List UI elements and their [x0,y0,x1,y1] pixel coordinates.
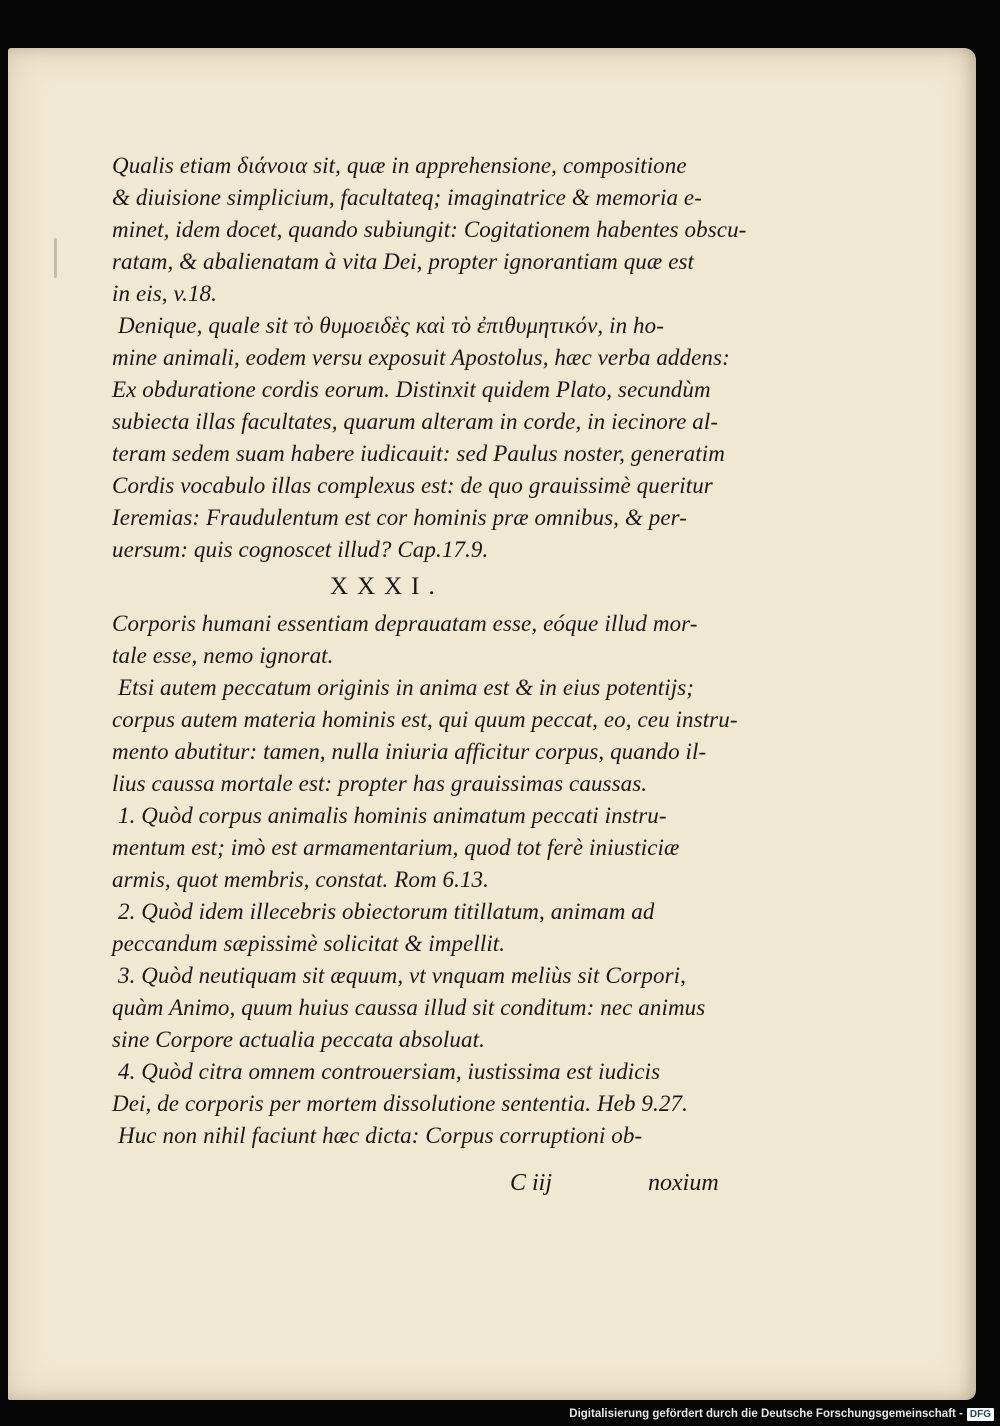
text-line: sine Corpore actualia peccata absoluat. [112,1027,485,1052]
text-line: ratam, & abalienatam à vita Dei, propter ignorantiam quæ est [112,249,695,274]
text-line: corpus autem materia hominis est, qui quum peccat, eo, ceu instru- [112,707,738,732]
text-line: in eis, v.18. [112,281,217,306]
text-line: 1. Quòd corpus animalis hominis animatum peccati instru- [118,803,667,828]
footer-text: Digitalisierung gefördert durch die Deutsche Forschungsgemeinschaft - [569,1408,963,1420]
text-line: minet, idem docet, quando subiungit: Cogitationem habentes obscu- [112,217,747,242]
text-line: Corporis humani essentiam deprauatam esse, eóque illud mor- [112,611,698,636]
text-line: 3. Quòd neutiquam sit æquum, vt vnquam meliùs sit Corpori, [118,963,687,988]
text-line: quàm Animo, quum huius caussa illud sit conditum: nec animus [112,995,706,1020]
text-line: peccandum sæpissimè solicitat & impellit. [112,931,506,956]
text-line: Ieremias: Fraudulentum est cor hominis præ omnibus, & per- [112,505,687,530]
text-line: Qualis etiam διάνοια sit, quæ in apprehensione, compositione [112,153,687,178]
text-line: & diuisione simplicium, facultateq; imaginatrice & memoria e- [112,185,702,210]
funding-footer [569,1406,994,1422]
text-line: subiecta illas facultates, quarum alteram in corde, in iecinore al- [112,409,719,434]
text-line: Cordis vocabulo illas complexus est: de quo grauissimè queritur [112,473,713,498]
margin-mark [54,238,57,278]
text-line: teram sedem suam habere iudicauit: sed Paulus noster, generatim [112,441,725,466]
text-line: mine animali, eodem versu exposuit Apostolus, hæc verba addens: [112,345,730,370]
text-line: armis, quot membris, constat. Rom 6.13. [112,867,490,892]
text-line: uersum: quis cognoscet illud? Cap.17.9. [112,537,489,562]
text-line: 4. Quòd citra omnem controuersiam, iustissima est iudicis [118,1059,661,1084]
text-line: Etsi autem peccatum originis in anima est & in eius potentijs; [118,675,695,700]
text-line: 2. Quòd idem illecebris obiectorum titillatum, animam ad [118,899,655,924]
text-line: mentum est; imò est armamentarium, quod tot ferè iniusticiæ [112,835,680,860]
text-line: lius caussa mortale est: propter has grauissimas caussas. [112,771,648,796]
page-text [112,150,762,1152]
signature-mark: C iij [510,1170,553,1196]
dfg-logo: DFG [967,1408,994,1421]
catchword: noxium [648,1170,719,1196]
text-line: tale esse, nemo ignorat. [112,643,334,668]
text-line: mento abutitur: tamen, nulla iniuria afficitur corpus, quando il- [112,739,707,764]
section-heading: XXXI. [330,573,444,600]
text-line: Dei, de corporis per mortem dissolutione sententia. Heb 9.27. [112,1091,688,1116]
text-line: Huc non nihil faciunt hæc dicta: Corpus corruptioni ob- [118,1123,643,1148]
text-line: Denique, quale sit τὸ θυμοειδὲς καὶ τὸ ἐπιθυμητικόν, in ho- [118,313,665,338]
text-line: Ex obduratione cordis eorum. Distinxit quidem Plato, secundùm [112,377,711,402]
